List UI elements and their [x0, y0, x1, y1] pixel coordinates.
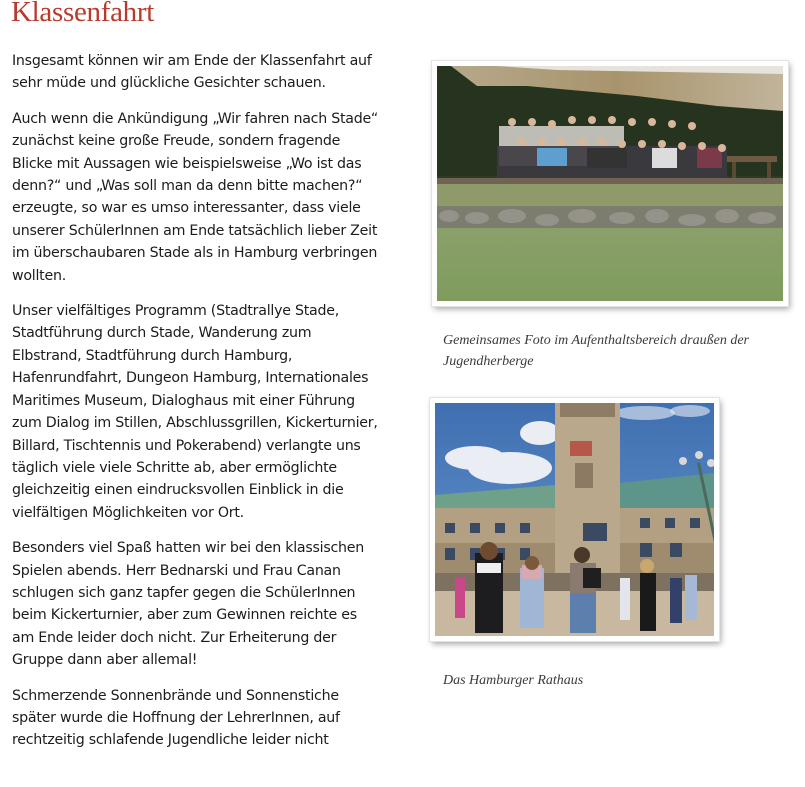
page-title: Klassenfahrt	[11, 0, 154, 28]
paragraph: Schmerzende Sonnenbrände und Sonnenstiche später wurde die Hoffnung der LehrerInnen, auf rechtzeitig schlafende Jugendliche leider nicht	[12, 687, 340, 749]
rathaus-photo[interactable]	[430, 398, 719, 641]
paragraph: Insgesamt können wir am Ende der Klassenfahrt auf sehr müde und glückliche Gesichter schauen.	[12, 53, 372, 92]
rathaus-photo-image	[435, 403, 714, 636]
article-body	[12, 50, 382, 765]
photo-caption: Das Hamburger Rathaus	[443, 673, 584, 688]
group-photo-image	[437, 66, 783, 301]
group-photo[interactable]	[432, 61, 788, 306]
photo-caption: Gemeinsames Foto im Aufenthaltsbereich draußen der Jugendherberge	[443, 333, 750, 369]
paragraph: Auch wenn die Ankündigung „Wir fahren nach Stade“ zunächst keine große Freude, sondern fragende Blicke mit Aussagen wie beispielsweise „Wo ist das denn?“ und „Was soll man da denn bitte machen?“ erzeugte, so war es umso interessanter, dass viele unserer SchülerInnen am Ende tatsächlich lieber Zeit im überschaubaren Stade als in Hamburg verbringen wollten.	[12, 110, 379, 284]
paragraph: Besonders viel Spaß hatten wir bei den klassischen Spielen abends. Herr Bednarski und Frau Canan schlugen sich ganz tapfer gegen die SchülerInnen beim Kickerturnier, aber zum Gewinnen reichte es am Ende leider doch nicht. Zur Erheiterung der Gruppe dann aber allemal!	[12, 540, 364, 669]
paragraph: Unser vielfältiges Programm (Stadtrallye Stade, Stadtführung durch Stade, Wanderung zum Elbstrand, Stadtführung durch Hamburg, Hafenrundfahrt, Dungeon Hamburg, Internationales Maritimes Museum, Dialoghaus mit einer Führung zum Dialog im Stillen, Abschlussgrillen, Kickerturnier, Billard, Tischtennis und Pokerabend) verlangte uns täglich viele viele Schritte ab, aber ermöglichte gleichzeitig einen eindrucksvollen Einblick in die vielfältigen Möglichkeiten vor Ort.	[12, 303, 378, 521]
